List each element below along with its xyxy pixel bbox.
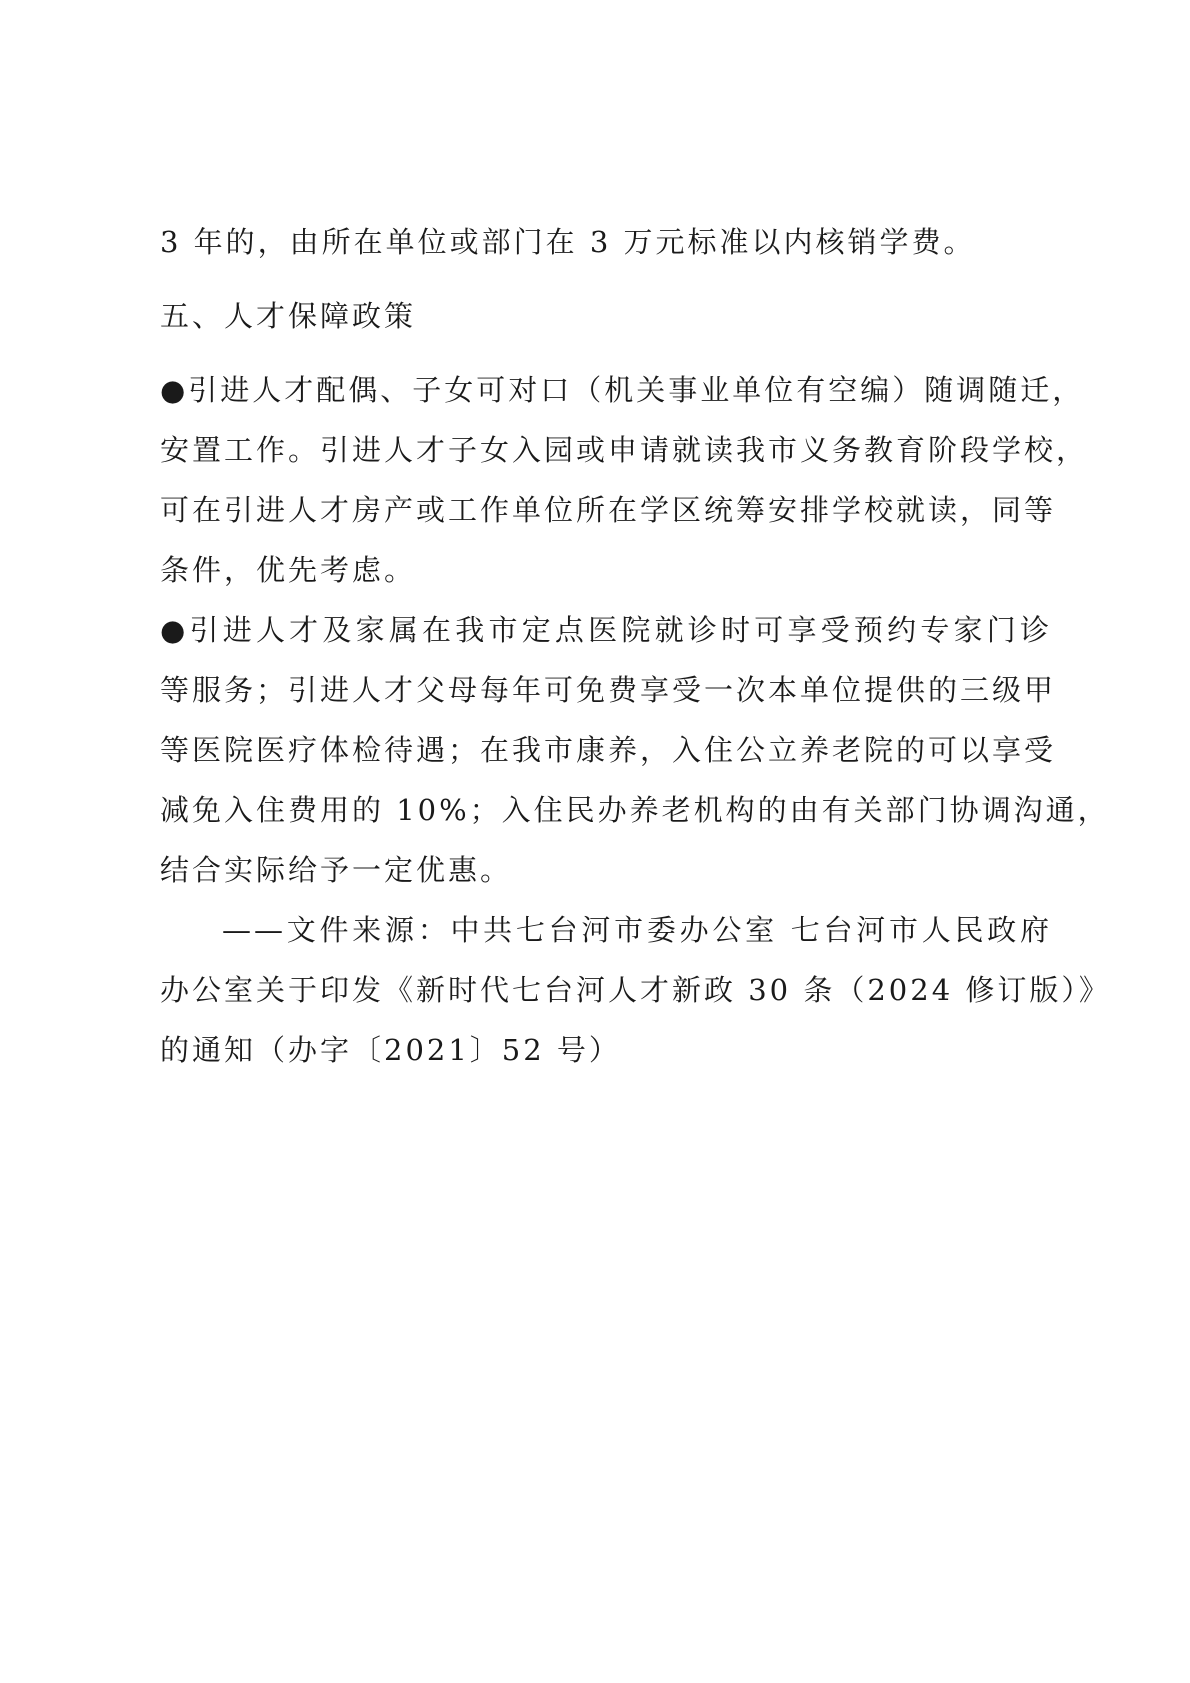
document-body [160, 212, 1111, 1080]
paragraph-line: 条件，优先考虑。 [160, 553, 417, 587]
paragraph-family-policy [160, 360, 1089, 600]
paragraph-line: ●引进人才配偶、子女可对口（机关事业单位有空编）随调随迁， [160, 373, 1085, 407]
section-heading: 五、人才保障政策 [160, 299, 417, 333]
paragraph-line: 可在引进人才房产或工作单位所在学区统筹安排学校就读，同等 [160, 493, 1057, 527]
paragraph-line: 结合实际给予一定优惠。 [160, 853, 513, 887]
paragraph-medical-policy [160, 600, 1110, 900]
paragraph-line: 等医院医疗体检待遇；在我市康养，入住公立养老院的可以享受 [160, 733, 1057, 767]
citation-line: 办公室关于印发《新时代七台河人才新政 30 条（2024 修订版）》 [160, 973, 1111, 1007]
source-citation [160, 900, 1111, 1080]
paragraph-line: 减免入住费用的 10%；入住民办养老机构的由有关部门协调沟通， [160, 793, 1110, 827]
paragraph-line: 等服务；引进人才父母每年可免费享受一次本单位提供的三级甲 [160, 673, 1057, 707]
citation-line: ——文件来源：中共七台河市委办公室 七台河市人民政府 [222, 913, 1052, 947]
paragraph-line: ●引进人才及家属在我市定点医院就诊时可享受预约专家门诊 [160, 613, 1052, 647]
paragraph-line: 安置工作。引进人才子女入园或申请就读我市义务教育阶段学校， [160, 433, 1089, 467]
intro-line: 3 年的，由所在单位或部门在 3 万元标准以内核销学费。 [160, 225, 976, 259]
citation-line: 的通知（办字〔2021〕52 号） [160, 1033, 621, 1067]
